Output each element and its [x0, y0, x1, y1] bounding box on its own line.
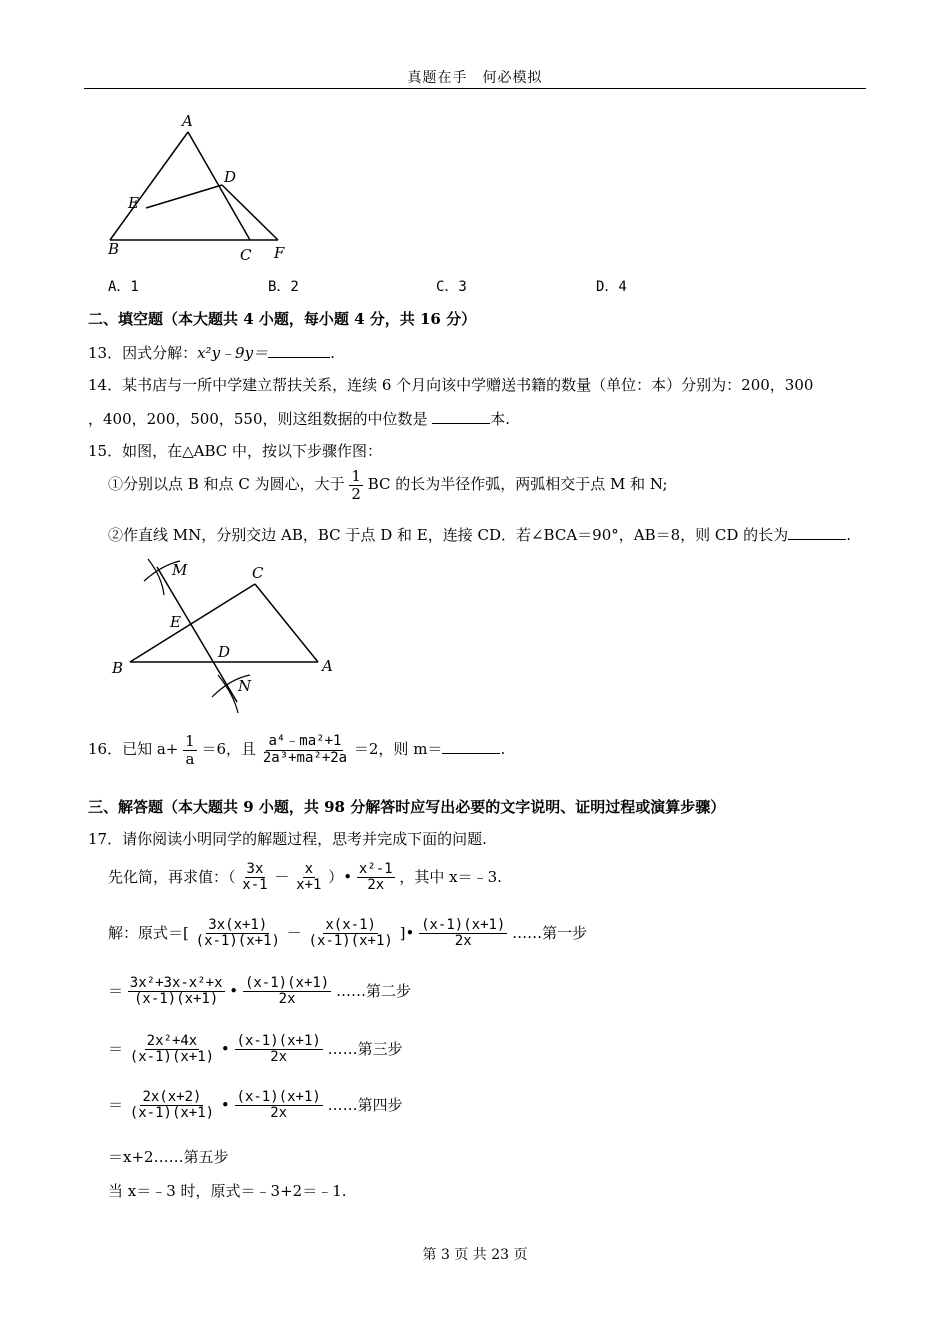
answer-blank	[788, 525, 846, 540]
solution-step-3: ＝ $\frac{\text{2x²+4x}}{(x-1)(x+1)}$ • $\frac{(x-1)(x+1)}{2x}$ ……第三步	[108, 1033, 403, 1066]
solution-step-1: 解：原式＝[ $\frac{3x(x+1)}{(x-1)(x+1)}$ － $\frac{x(x-1)}{(x-1)(x+1)}$ ]• $\frac{(x-1)(x+1)}{2x}$ ……第一步	[108, 917, 588, 950]
answer-blank	[442, 739, 500, 754]
option-b: B．2	[268, 279, 299, 295]
option-c: C．3	[436, 279, 467, 295]
label-F: F	[274, 244, 285, 262]
label-E: E	[128, 194, 139, 212]
label-A: A	[322, 657, 333, 675]
solution-final: 当 x＝﹣3 时，原式＝﹣3+2＝﹣1.	[108, 1182, 347, 1200]
option-a: A．1	[108, 279, 139, 295]
question-14-line2: ，400，200，500，550，则这组数据的中位数是 本.	[88, 410, 511, 428]
header-divider	[84, 88, 866, 89]
solution-step-4: ＝ $\frac{2x(x+2)}{(x-1)(x+1)}$ • $\frac{(x-1)(x+1)}{2x}$ ……第四步	[108, 1089, 403, 1122]
question-17-intro: 17．请你阅读小明同学的解题过程，思考并完成下面的问题.	[88, 830, 487, 848]
section-2-title: 二、填空题（本大题共 4 小题，每小题 4 分，共 16 分）	[88, 310, 477, 328]
page-header: 真题在手 何必模拟	[407, 70, 543, 86]
label-D: D	[218, 643, 231, 661]
label-A: A	[182, 112, 193, 130]
label-B: B	[112, 659, 124, 677]
label-E: E	[170, 613, 181, 631]
question-17-task: 先化简，再求值：（ $\frac{3x}{x-1}$ － $\frac{x}{x+1}$ ）• $\frac{\text{x²-1}}{2x}$ ，其中 x＝﹣3.	[108, 861, 502, 894]
answer-blank	[432, 409, 490, 424]
page-footer: 第 3 页 共 23 页	[422, 1247, 528, 1263]
solution-step-2: ＝ $\frac{\text{3x²+3x-x²+x}}{(x-1)(x+1)}$ • $\frac{(x-1)(x+1)}{2x}$ ……第二步	[108, 975, 412, 1008]
question-16: 16．已知 a+ $\frac{1}{a}$ ＝6，且 $\frac{\text{a⁴﹣ma²+1}}{\text{2a³+ma²+2a}}$ ＝2，则 m＝ .	[88, 732, 506, 768]
question-15-step2: ②作直线 MN，分别交边 AB，BC 于点 D 和 E，连接 CD．若∠BCA＝90°，AB＝8，则 CD 的长为 .	[108, 526, 851, 544]
triangle-figure-15	[100, 555, 360, 715]
label-C: C	[240, 246, 252, 264]
question-15-intro: 15．如图，在△ABC 中，按以下步骤作图：	[88, 442, 383, 460]
answer-blank	[268, 343, 330, 358]
label-D: D	[224, 168, 237, 186]
solution-step-5: ＝x+2……第五步	[108, 1148, 229, 1166]
label-B: B	[108, 240, 120, 258]
section-3-title: 三、解答题（本大题共 9 小题，共 98 分解答时应写出必要的文字说明、证明过程或演算步骤）	[88, 798, 726, 816]
label-N: N	[238, 677, 252, 695]
question-13: 13．因式分解：x²y﹣9y＝ .	[88, 344, 335, 362]
label-M: M	[172, 561, 188, 579]
triangle-figure-12	[100, 108, 300, 268]
question-15-step1: ①分别以点 B 和点 C 为圆心，大于 $\frac{1}{2}$ BC 的长为半径作弧，两弧相交于点 M 和 N;	[108, 467, 668, 503]
question-14-line1: 14．某书店与一所中学建立帮扶关系，连续 6 个月向该中学赠送书籍的数量（单位：本）分别为：200，300	[88, 376, 814, 394]
label-C: C	[252, 564, 264, 582]
option-d: D．4	[596, 279, 627, 295]
